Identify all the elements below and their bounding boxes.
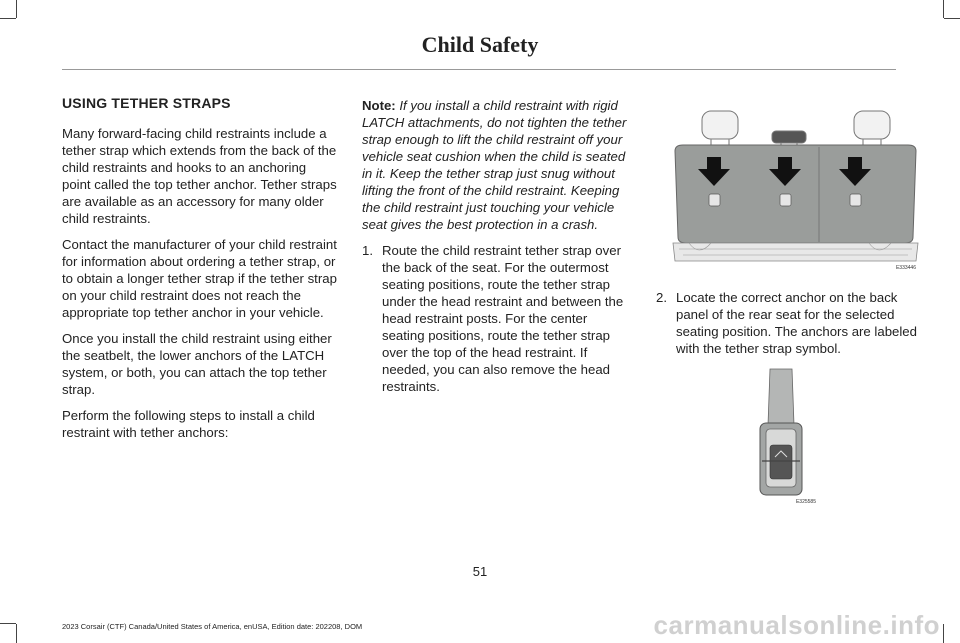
figure-code: E325585 xyxy=(795,499,816,505)
crop-mark xyxy=(16,0,17,18)
step-number: 2. xyxy=(656,290,667,305)
crop-mark xyxy=(943,0,944,18)
note xyxy=(362,97,632,233)
figure-code: E333446 xyxy=(895,265,916,271)
page-number: 51 xyxy=(472,564,488,579)
rear-seat-illustration xyxy=(669,97,922,272)
step-number: 1. xyxy=(362,243,373,258)
column-middle xyxy=(362,97,632,395)
crop-mark xyxy=(943,624,944,643)
crop-mark xyxy=(0,18,16,19)
column-right xyxy=(656,285,932,357)
crop-mark xyxy=(16,624,17,643)
header-divider xyxy=(62,69,896,70)
crop-mark xyxy=(944,18,960,19)
page-title: Child Safety xyxy=(421,32,539,57)
edition-footer: 2023 Corsair (CTF) Canada/United States of America, enUSA, Edition date: 202208, DOM xyxy=(62,622,363,631)
crop-mark xyxy=(0,623,16,624)
step-item xyxy=(656,289,932,357)
paragraph: Many forward-facing child restraints include a tether strap which extends from the back of the child restraints and hooks to an anchoring point called the top tether anchor. Tether straps are available as an accessory for many older child restraints. xyxy=(62,126,337,226)
paragraph: Contact the manufacturer of your child restraint for information about ordering a tether strap, or to obtain a longer tether strap if the tether strap on your child restraint does not reach the appropriate top tether anchor in your vehicle. xyxy=(62,237,337,320)
column-left xyxy=(62,95,337,450)
watermark: carmanualsonline.info xyxy=(653,610,940,640)
paragraph: Perform the following steps to install a child restraint with tether anchors: xyxy=(62,408,315,440)
note-text: If you install a child restraint with rigid LATCH attachments, do not tighten the tether strap enough to lift the child restraint off your vehicle seat cushion when the child is seated in it. Keep the tether strap just snug without lifting the front of the child restraint. Keeping the child restraint just touching your vehicle seat gives the best protection in a crash. xyxy=(362,98,627,232)
step-item xyxy=(362,242,632,395)
paragraph: Once you install the child restraint using either the seatbelt, the lower anchors of the LATCH system, or both, you can attach the top tether strap. xyxy=(62,331,332,397)
step-text: Route the child restraint tether strap over the back of the seat. For the outermost seating positions, route the tether strap under the head restraint and between the head restraint posts. For the center seating positions, route the tether strap over the top of the head restraint. If needed, you can also remove the head restraints. xyxy=(382,243,624,394)
section-heading: USING TETHER STRAPS xyxy=(62,95,231,111)
step-text: Locate the correct anchor on the back panel of the rear seat for the selected seating position. The anchors are labeled with the tether strap symbol. xyxy=(676,290,917,356)
note-label: Note: xyxy=(362,98,396,113)
tether-anchor-illustration xyxy=(748,365,818,505)
